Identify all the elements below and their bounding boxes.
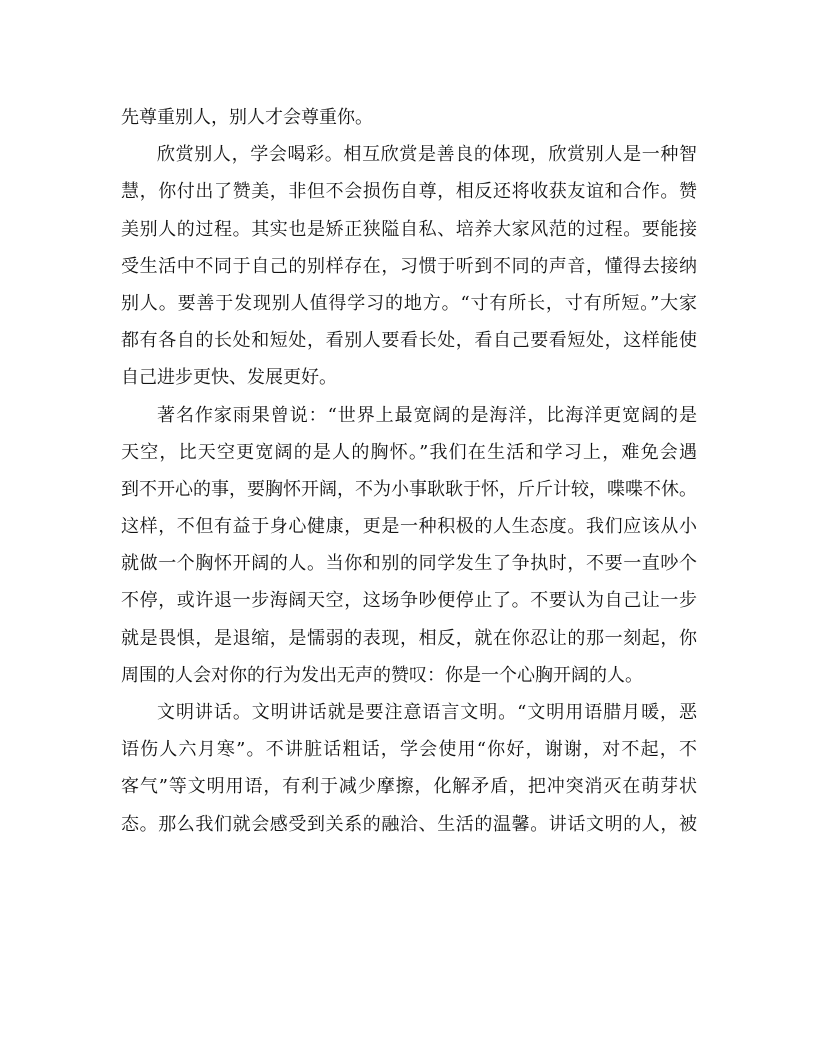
text-line: 文明讲话。文明讲话就是要注意语言文明。“文明用语腊月暖，恶: [157, 702, 697, 723]
text-line: 就是畏惧，是退缩，是懦弱的表现，相反，就在你忍让的那一刻起，你: [121, 627, 697, 649]
text-line: 著名作家雨果曾说：“世界上最宽阔的是海洋，比海洋更宽阔的是: [157, 404, 697, 426]
text-line: 自己进步更快、发展更好。: [121, 367, 337, 389]
text-line: 先尊重别人，别人才会尊重你。: [121, 107, 373, 128]
text-line: 到不开心的事，要胸怀开阔，不为小事耿耿于怀，斤斤计较，喋喋不休。: [121, 478, 697, 500]
text-line: 态。那么我们就会感受到关系的融洽、生活的温馨。讲话文明的人，被: [121, 813, 697, 835]
text-line: 慧，你付出了赞美，非但不会损伤自尊，相反还将收获友谊和合作。赞: [121, 181, 697, 203]
text-line: 都有各自的长处和短处，看别人要看长处，看自己要看短处，这样能使: [121, 330, 697, 352]
text-line: 周围的人会对你的行为发出无声的赞叹：你是一个心胸开阔的人。: [121, 664, 643, 686]
text-line: 受生活中不同于自己的别样存在，习惯于听到不同的声音，懂得去接纳: [121, 255, 697, 277]
text-line: 别人。要善于发现别人值得学习的地方。“寸有所长，寸有所短。”大家: [121, 292, 697, 314]
text-line: 就做一个胸怀开阔的人。当你和别的同学发生了争执时，不要一直吵个: [121, 553, 697, 575]
text-line: 美别人的过程。其实也是矫正狭隘自私、培养大家风范的过程。要能接: [121, 218, 697, 240]
text-line: 这样，不但有益于身心健康，更是一种积极的人生态度。我们应该从小: [121, 516, 697, 538]
text-line: 不停，或许退一步海阔天空，这场争吵便停止了。不要认为自己让一步: [121, 590, 697, 612]
text-line: 客气”等文明用语，有利于减少摩擦，化解矛盾，把冲突消灭在萌芽状: [121, 776, 697, 798]
text-line: 天空，比天空更宽阔的是人的胸怀。”我们在生活和学习上，难免会遇: [121, 441, 697, 463]
text-line: 语伤人六月寒”。不讲脏话粗话，学会使用“你好，谢谢，对不起，不: [121, 739, 697, 761]
document-body: [121, 99, 697, 843]
text-line: 欣赏别人，学会喝彩。相互欣赏是善良的体现，欣赏别人是一种智: [157, 144, 697, 166]
